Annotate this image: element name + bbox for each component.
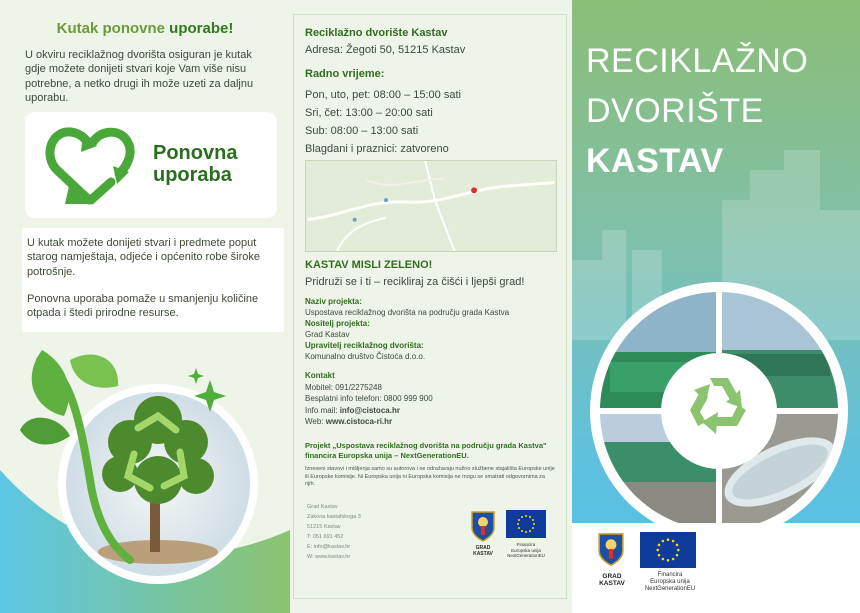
eu-label: Financira Europska unija NextGenerationEU <box>507 542 545 558</box>
map-pin-icon <box>471 187 477 193</box>
reuse-text-benefit: Ponovna uporaba pomaže u smanjenju količine otpada i štedi prirodne resurse. <box>27 293 259 320</box>
kastav-crest-icon <box>470 510 496 542</box>
reuse-card-label: Ponovna uporaba <box>153 142 238 186</box>
eu-flag-icon <box>506 510 546 538</box>
contact-info: Kontakt Mobitel: 091/2275248 Besplatni info telefon: 0800 999 900 Info mail: info@cistoca.hr Web: www.cistoca-ri.hr <box>305 371 433 426</box>
web-link[interactable]: www.cistoca-ri.hr <box>325 417 393 426</box>
crest-label: GRAD KASTAV <box>599 573 625 587</box>
crest-label: GRAD KASTAV <box>473 545 493 557</box>
reuse-intro: U okviru reciklažnog dvorišta osiguran je kutak gdje možete donijeti stvari koje Vam više nisu potrebne, a netko drugi ih može uzeti za daljnu uporabu. <box>25 49 254 104</box>
city-address: Grad Kastav Zakona kastafskoga 3 51215 Kastav T: 051 691 452 E: info@kastav.hr W: www.kastav.hr <box>307 504 361 560</box>
yard-heading: Reciklažno dvorište Kastav <box>305 27 448 39</box>
hours-row: Pon, uto, pet: 08:00 – 15:00 sati <box>305 89 461 101</box>
reuse-text-items: U kutak možete donijeti stvari i predmete poput starog namještaja, odjeće i općenito robe široke potrošnje. <box>27 237 260 278</box>
panel-reuse <box>0 0 290 613</box>
eu-flag-icon <box>640 532 696 568</box>
financing-note: Projekt „Uspostava reciklažnog dvorišta na području grada Kastva" financira Europska unija – NextGenerationEU. <box>305 441 547 460</box>
kastav-crest-icon <box>597 530 625 568</box>
cover-title: RECIKLAŽNO DVORIŠTE KASTAV <box>586 42 809 180</box>
panel-cover <box>572 0 860 613</box>
disclaimer: Izneseni stavovi i mišljenja samo su autorova i ne odražavaju nužno službene stajališta Europske unije ili Europske komisije. Ni Europska unija ni Europska komisija ne mogu se smatrati odgovornima za njih. <box>305 466 555 487</box>
email-link[interactable]: info@cistoca.hr <box>339 405 400 415</box>
green-heading: KASTAV MISLI ZELENO! <box>305 259 433 271</box>
slogan: Pridruži se i ti – recikliraj za čišći i ljepši grad! <box>305 276 525 288</box>
reuse-card <box>25 112 277 218</box>
hours-row: Sub: 08:00 – 13:00 sati <box>305 125 419 137</box>
hours-list <box>305 86 461 158</box>
tree-recycle-illustration <box>0 330 290 613</box>
panel-info <box>293 14 567 599</box>
yard-photo-collage <box>600 292 838 530</box>
project-info: Naziv projekta: Uspostava reciklažnog dvorišta na području grada Kastva Nositelj projekta: Grad Kastav Upravitelj reciklažnog dvorišta: Komunalno društvo Čistoća d.o.o. <box>305 297 510 361</box>
yard-address: Adresa: Žegoti 50, 51215 Kastav <box>305 44 466 56</box>
location-map <box>305 160 557 252</box>
reuse-title: Kutak ponovne uporabe! <box>56 20 234 37</box>
hours-heading: Radno vrijeme: <box>305 68 385 80</box>
heart-recycle-icon <box>39 120 139 210</box>
hours-row: Sri, čet: 13:00 – 20:00 sati <box>305 107 433 119</box>
eu-label: Financira Europska unija NextGenerationEU <box>644 572 696 592</box>
hours-row: Blagdani i praznici: zatvoreno <box>305 143 449 155</box>
